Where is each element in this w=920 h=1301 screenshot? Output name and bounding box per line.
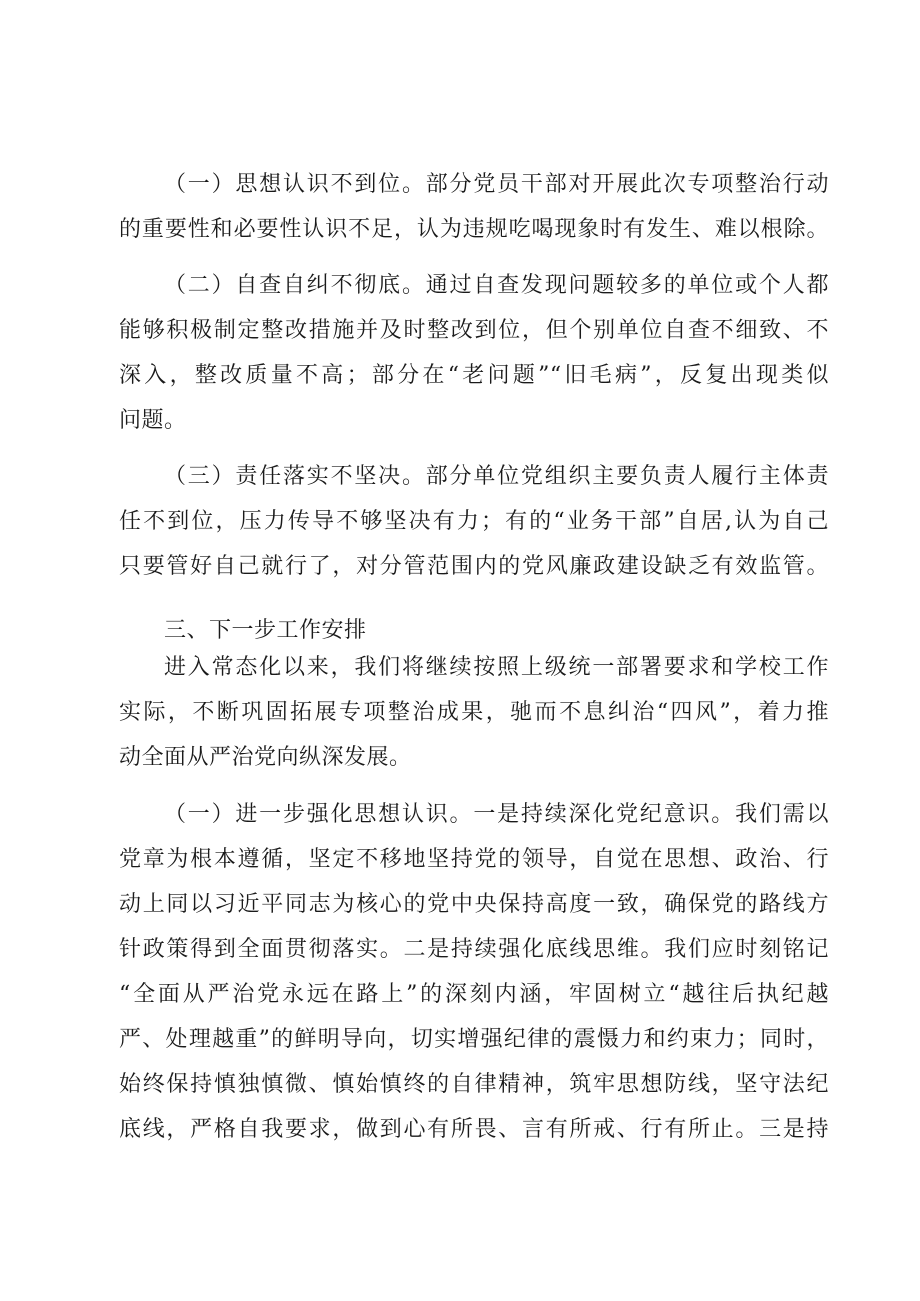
text-line: 严、处理越重”的鲜明导向，切实增强纪律的震慑力和约束力；同时， (119, 1027, 829, 1052)
text-line: 动全面从严治党向纵深发展。 (119, 745, 412, 770)
text-line: 能够积极制定整改措施并及时整改到位，但个别单位自查不细致、不 (119, 318, 829, 343)
text-line: 问题。 (119, 408, 187, 433)
text-line: 底线，严格自我要求，做到心有所畏、言有所戒、行有所止。三是持 (119, 1117, 829, 1142)
text-line: 动上同以习近平同志为核心的党中央保持高度一致，确保党的路线方 (119, 892, 829, 917)
text-line: 的重要性和必要性认识不足，认为违规吃喝现象时有发生、难以根除。 (119, 217, 829, 242)
text-line: “全面从严治党永远在路上”的深刻内涵，牢固树立“越往后执纪越 (119, 982, 829, 1007)
text-line: 针政策得到全面贯彻落实。二是持续强化底线思维。我们应时刻铭记 (119, 937, 829, 962)
text-line: 始终保持慎独慎微、慎始慎终的自律精神，筑牢思想防线，坚守法纪 (119, 1072, 829, 1097)
text-line: 党章为根本遵循，坚定不移地坚持党的领导，自觉在思想、政治、行 (119, 847, 829, 872)
text-line: （一）思想认识不到位。部分党员干部对开展此次专项整治行动 (164, 172, 829, 197)
text-line: （三）责任落实不坚决。部分单位党组织主要负责人履行主体责 (164, 464, 829, 489)
text-line: 进入常态化以来，我们将继续按照上级统一部署要求和学校工作 (164, 655, 829, 680)
text-line: （一）进一步强化思想认识。一是持续深化党纪意识。我们需以 (164, 802, 829, 827)
text-line: 任不到位，压力传导不够坚决有力；有的“业务干部”自居,认为自己 (119, 509, 829, 534)
section-heading: 三、下一步工作安排 (164, 618, 367, 643)
text-line: （二）自查自纠不彻底。通过自查发现问题较多的单位或个人都 (164, 273, 829, 298)
text-line: 深入，整改质量不高；部分在“老问题”“旧毛病”，反复出现类似 (119, 363, 829, 388)
text-line: 只要管好自己就行了，对分管范围内的党风廉政建设缺乏有效监管。 (119, 554, 829, 579)
text-line: 实际，不断巩固拓展专项整治成果，驰而不息纠治“四风”，着力推 (119, 700, 829, 725)
